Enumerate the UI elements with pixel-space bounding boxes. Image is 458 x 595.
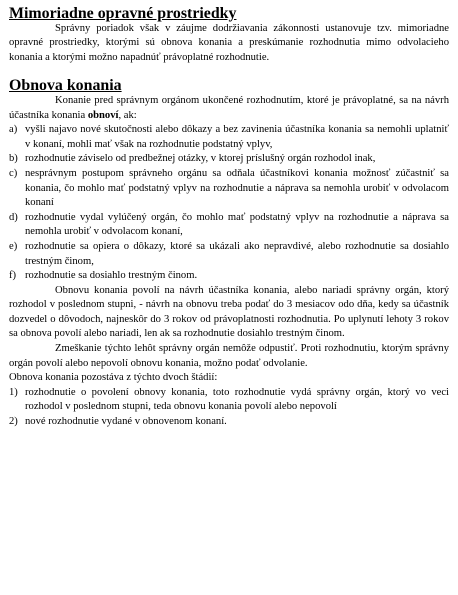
list-marker: b) — [9, 153, 18, 165]
list-item-text: rozhodnutie sa opiera o dôkazy, ktoré sa ukázali ako nepravdivé, alebo rozhodnutie sa dosiahlo trestným činom, — [25, 240, 449, 267]
list-item-text: nové rozhodnutie vydané v obnovenom konaní. — [25, 416, 227, 428]
list-marker: a) — [9, 124, 18, 136]
intro-text: Konanie pred správnym orgánom ukončené rozhodnutím, ktoré je právoplatné, sa na návrh účastníka konania — [9, 94, 449, 121]
section-heading-extraordinary-remedies: Mimoriadne opravné prostriedky — [9, 5, 237, 22]
list-item — [9, 211, 449, 240]
list-item — [9, 123, 449, 152]
list-marker: f) — [9, 270, 17, 282]
list-item-text: rozhodnutie záviselo od predbežnej otázky, v ktorej príslušný orgán rozhodol inak, — [25, 153, 376, 165]
list-item — [9, 240, 449, 269]
paragraph-proposal-deadlines: Obnovu konania povolí na návrh účastníka konania, alebo nariadi správny orgán, ktorý rozhodol v poslednom stupni, - návrh na obnovu treba podať do 3 mesiacov odo dňa, kedy sa účastník dozvedel o dôvodoch, najneskôr do 3 rokov od právoplatnosti rozhodnutia. Po uplynutí lehoty 3 rokov sa obnova povolí alebo nariadi, len ak sa rozhodnutie dosiahlo trestným činom. — [9, 284, 449, 340]
list-item-text: nesprávnym postupom správneho orgánu sa odňala účastníkovi konania možnosť zúčastniť sa konania, čo mohlo mať podstatný vplyv na rozhodnutie a náprava sa nemohla urobiť v odvolacom konaní — [25, 167, 449, 209]
stages-intro: Obnova konania pozostáva z týchto dvoch štádií: — [9, 372, 218, 384]
list-marker: d) — [9, 211, 18, 223]
list-item — [9, 269, 449, 284]
intro-emphasis: obnoví — [87, 109, 119, 121]
list-item-text: rozhodnutie o povolení obnovy konania, toto rozhodnutie vydá správny orgán, ktorý vo veci rozhodol v poslednom stupni, teda obnovu konania povolí alebo nepovolí — [25, 386, 449, 413]
stages-list — [9, 386, 449, 430]
list-item-text: vyšli najavo nové skutočnosti alebo dôkazy a bez zavinenia účastníka konania sa nemohli uplatniť v konaní, mohli mať však na rozhodnutie podstatný vplyv, — [25, 124, 449, 150]
paragraph-missed-deadlines: Zmeškanie týchto lehôt správny orgán nemôže odpustiť. Proti rozhodnutiu, ktorým správny orgán povolí alebo nepovolí obnovu konania, možno podať odvolanie. — [9, 343, 449, 369]
list-item — [9, 415, 449, 430]
list-item-text: rozhodnutie sa dosiahlo trestným činom. — [25, 270, 198, 282]
list-marker: 2) — [9, 416, 18, 428]
list-item — [9, 152, 449, 167]
list-item — [9, 386, 449, 415]
paragraph-extraordinary-remedies: Správny poriadok však v záujme dodržiavania zákonnosti ustanovuje tzv. mimoriadne opravné prostriedky, ktorými sú obnova konania a preskúmanie rozhodnutia mimo odvolacieho konania a ktorými možno napadnúť právoplatné rozhodnutie. — [9, 22, 449, 63]
list-marker: c) — [9, 167, 18, 179]
paragraph-reopening-intro — [9, 94, 449, 123]
conditions-list — [9, 123, 449, 284]
intro-text-end: , ak: — [118, 109, 137, 121]
list-marker: 1) — [9, 386, 18, 398]
list-item-text: rozhodnutie vydal vylúčený orgán, čo mohlo mať podstatný vplyv na rozhodnutie a náprava sa nemohla urobiť v odvolacom konaní, — [25, 211, 449, 238]
list-item — [9, 167, 449, 211]
section-heading-reopening: Obnova konania — [9, 77, 122, 95]
list-marker: e) — [9, 240, 18, 252]
